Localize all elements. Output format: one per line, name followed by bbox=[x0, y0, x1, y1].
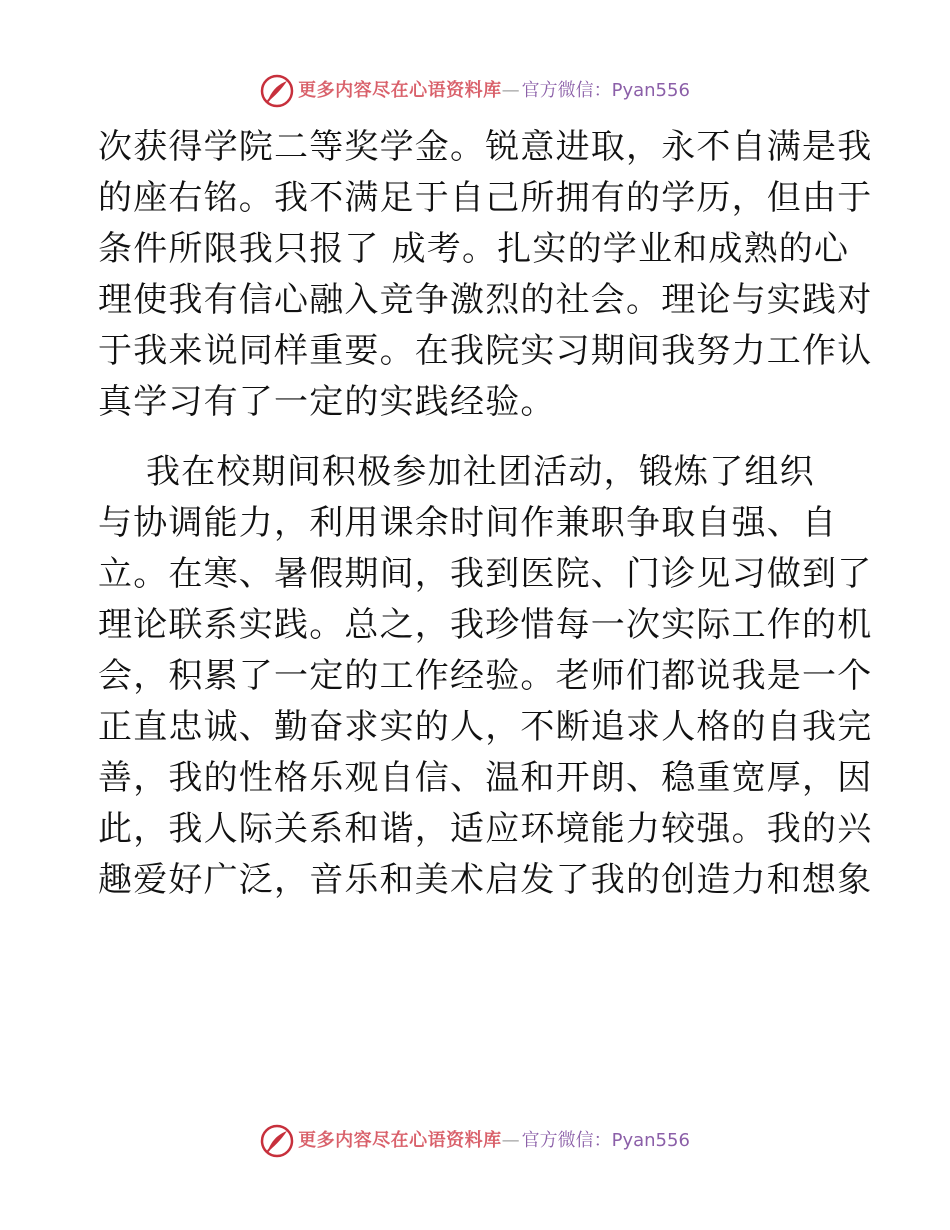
watermark-dash: — bbox=[501, 80, 520, 101]
watermark-dash: — bbox=[501, 1130, 520, 1151]
text-line: 真学习有了一定的实践经验。 bbox=[98, 382, 556, 422]
watermark-brand: 更多内容尽在心语资料库 bbox=[298, 80, 502, 101]
text-line: 此，我人际关系和谐，适应环境能力较强。我的兴 bbox=[98, 809, 873, 849]
text-line: 我在校期间积极参加社团活动，锻炼了组织 bbox=[98, 452, 815, 492]
text-line: 理论联系实践。总之，我珍惜每一次实际工作的机 bbox=[98, 605, 873, 645]
header-watermark bbox=[0, 71, 950, 111]
footer-watermark bbox=[0, 1121, 950, 1161]
watermark-brand: 更多内容尽在心语资料库 bbox=[298, 1130, 502, 1151]
watermark-contact: 官方微信：Pyan556 bbox=[521, 1130, 690, 1151]
paragraph-1 bbox=[98, 122, 873, 428]
document-body bbox=[98, 122, 873, 906]
quill-logo-icon bbox=[260, 74, 294, 108]
text-line: 正直忠诚、勤奋求实的人，不断追求人格的自我完 bbox=[98, 707, 873, 747]
text-line: 于我来说同样重要。在我院实习期间我努力工作认 bbox=[98, 331, 873, 371]
text-line: 与协调能力，利用课余时间作兼职争取自强、自 bbox=[98, 503, 838, 543]
text-line: 善，我的性格乐观自信、温和开朗、稳重宽厚，因 bbox=[98, 758, 873, 798]
text-line: 趣爱好广泛，音乐和美术启发了我的创造力和想象 bbox=[98, 860, 873, 900]
text-line: 会，积累了一定的工作经验。老师们都说我是一个 bbox=[98, 656, 873, 696]
text-line: 条件所限我只报了 成考。扎实的学业和成熟的心 bbox=[98, 229, 850, 269]
text-line: 次获得学院二等奖学金。锐意进取，永不自满是我 bbox=[98, 127, 873, 167]
text-line: 理使我有信心融入竞争激烈的社会。理论与实践对 bbox=[98, 280, 873, 320]
quill-logo-icon bbox=[260, 1124, 294, 1158]
paragraph-gap bbox=[98, 428, 858, 447]
text-line: 立。在寒、暑假期间，我到医院、门诊见习做到了 bbox=[98, 554, 873, 594]
text-line: 的座右铭。我不满足于自己所拥有的学历，但由于 bbox=[98, 178, 873, 218]
paragraph-2 bbox=[98, 447, 873, 906]
watermark-contact: 官方微信：Pyan556 bbox=[521, 80, 690, 101]
